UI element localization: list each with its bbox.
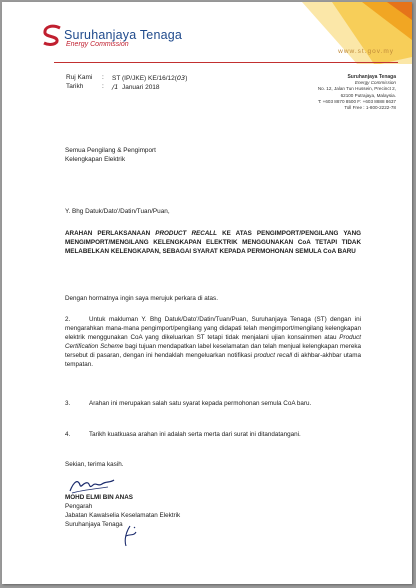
letter-page	[2, 2, 412, 584]
address-org-en: Energy Commission	[354, 80, 396, 86]
subject-heading: ARAHAN PERLAKSANAAN PRODUCT RECALL KE ATAS PENGIMPORT/PENGILANG YANG MENGIMPORT/MENGILANG KELENGKAPAN ELEKTRIK MENGGUNAKAN CoA TETAPI TIDAK MELABELKAN KELENGKAPAN, SEBAGAI SYARAT KEPADA PERMOHONAN SEMULA CoA BARU	[65, 230, 362, 255]
swoosh-icon	[42, 24, 62, 46]
recipient-block	[65, 147, 360, 165]
address-block	[318, 74, 396, 111]
ruj-label: Ruj Kami	[66, 74, 93, 81]
ruj-handwritten: 03	[176, 74, 186, 82]
signatory-title: Pengarah	[65, 503, 93, 510]
tarikh-handwritten: /1	[112, 82, 119, 91]
address-street: No. 12, Jalan Tun Hussein, Precinct 2,	[317, 86, 396, 92]
paragraph-2: 2. Untuk makluman Y. Bhg Datuk/Dato'/Datin/Tuan/Puan, Suruhanjaya Tenaga (ST) dengan ini mengarahkan mana-mana pengimport/pengilang yang didapati telah mengimport/mengilang kelengkapan elektrik menggunakan CoA yang dikeluarkan ST tetapi tidak menjalani ujian konsainmen atau Product Certification Scheme bagi tujuan mendapatkan label keselamatan dan telah menjual kelengkapan mereka tersebut di pasaran, dengan ini hendaklah mengeluarkan notifikasi product recall di akhbar-akhbar utama tempatan.	[65, 316, 362, 368]
address-org: Suruhanjaya Tenaga	[347, 74, 396, 80]
signatory-name: MOHD ELMI BIN ANAS	[65, 494, 133, 501]
salutation: Y. Bhg Datuk/Dato'/Datin/Tuan/Puan,	[65, 208, 170, 215]
paragraph-3: 3. Arahan ini merupakan salah satu syarat kepada permohonan semula CoA baru.	[65, 400, 312, 407]
signatory-department: Jabatan Kawalselia Keselamatan Elektrik	[65, 512, 181, 519]
signatory-org: Suruhanjaya Tenaga	[65, 521, 123, 528]
tarikh-value: /1 Januari 2018	[112, 82, 160, 91]
signature-scribble	[68, 475, 116, 495]
website: www.st.gov.my	[338, 48, 394, 55]
header-divider	[54, 62, 398, 63]
closing-line: Sekian, terima kasih.	[65, 461, 124, 468]
tarikh-label: Tarikh	[66, 82, 84, 90]
address-city: 62100 Putrajaya, Malaysia.	[340, 92, 396, 98]
address-phone: T: +603 8870 8500 F: +603 8888 8637	[317, 98, 396, 104]
tarikh-colon: :	[102, 82, 104, 90]
ruj-colon: :	[102, 74, 104, 81]
address-tollfree: Toll Free : 1-800-2222-78	[344, 105, 396, 111]
ruj-value: ST (IP/JKE) KE/16/12(03)	[112, 74, 188, 82]
initial-scribble	[120, 524, 142, 548]
recipient-line2: Kelengkapan Elektrik	[65, 155, 126, 163]
paragraph-4: 4. Tarikh kuatkuasa arahan ini adalah serta merta dari surat ini ditandatangani.	[65, 431, 301, 438]
org-name-english: Energy Commission	[66, 41, 129, 48]
org-name: Suruhanjaya Tenaga	[64, 28, 183, 42]
opening-line: Dengan hormatnya ingin saya merujuk perkara di atas.	[65, 295, 218, 302]
recipient-line1: Semua Pengilang & Pengimport	[65, 147, 156, 154]
